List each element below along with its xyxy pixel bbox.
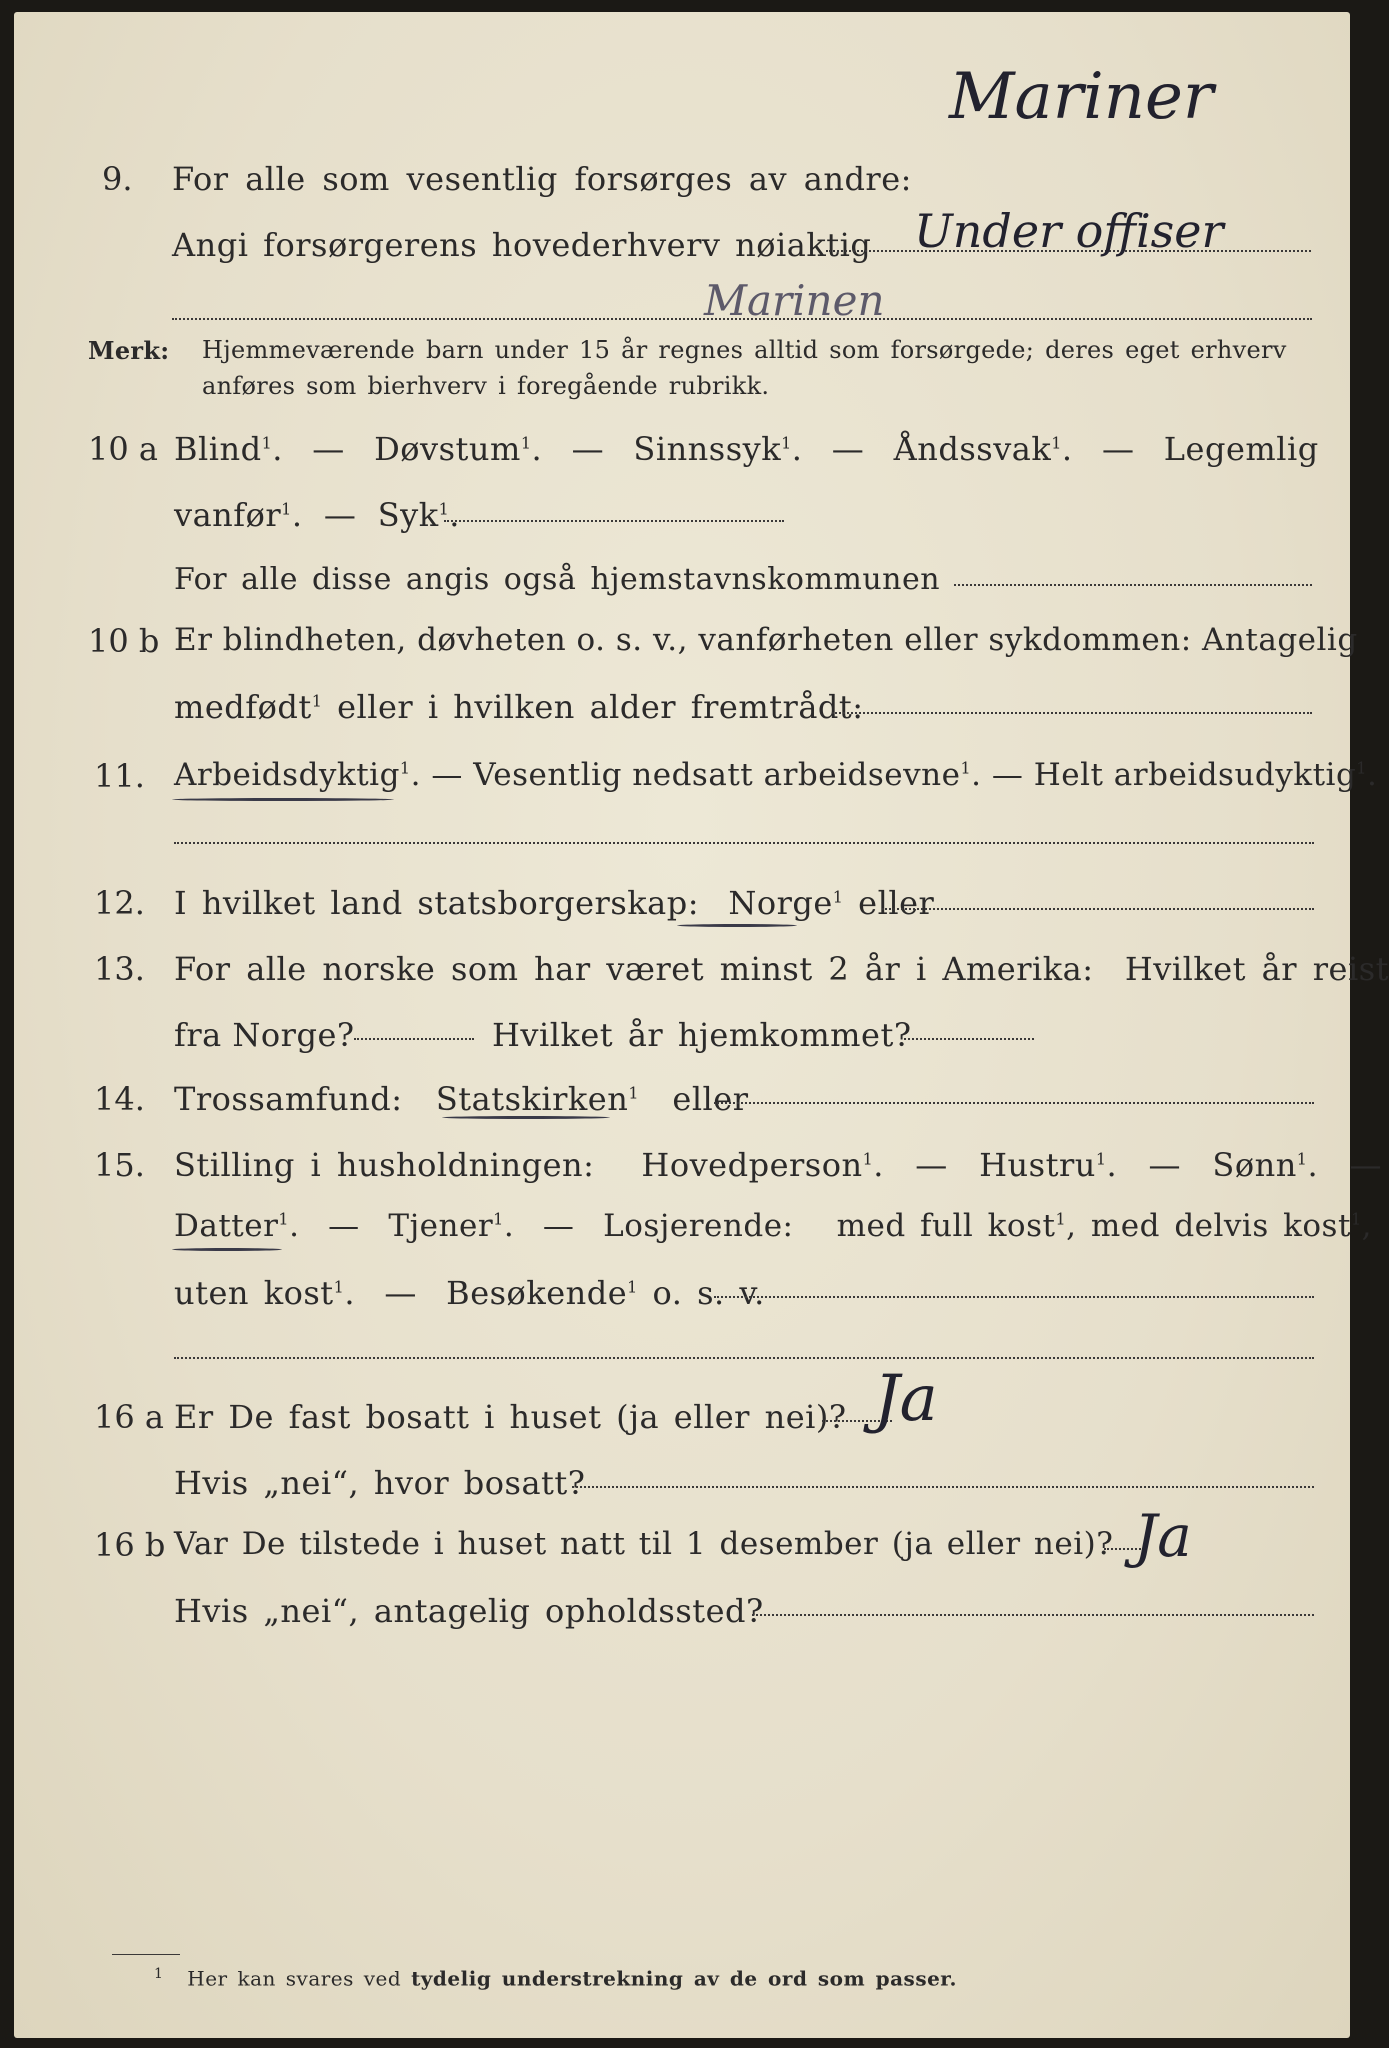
q15-answer-line1 xyxy=(714,1296,1314,1298)
option-full-kost: med full kost xyxy=(836,1208,1056,1244)
handwritten-q16b-answer: Ja xyxy=(1134,1502,1192,1570)
q10b-line1: Er blindheten, døvheten o. s. v., vanførheten eller sykdommen: Antagelig xyxy=(174,622,1358,658)
option-blind: Blind xyxy=(174,430,262,468)
q16a-number: 16 a xyxy=(94,1398,164,1436)
q10a-line3: For alle disse angis også hjemstavnskommunen xyxy=(174,562,941,597)
option-vesentlig-nedsatt: Vesentlig nedsatt arbeidsevne xyxy=(473,757,961,793)
q12-answer-line xyxy=(882,908,1314,910)
q16b-number: 16 b xyxy=(94,1526,166,1564)
q16b-line2: Hvis „nei“, antagelig opholdssted? xyxy=(174,1592,764,1630)
q16a-line2: Hvis „nei“, hvor bosatt? xyxy=(174,1464,586,1502)
merk-label: Merk: xyxy=(88,336,170,365)
q13-line1: For alle norske som har været minst 2 år i Amerika: Hvilket år reist xyxy=(174,950,1389,988)
option-syk: Syk xyxy=(377,496,439,534)
q13-hjemkommet-line xyxy=(904,1038,1034,1040)
q12-line: I hvilket land statsborgerskap: Norge$^1$ eller xyxy=(174,884,935,922)
q16b-answer-line2 xyxy=(752,1614,1314,1616)
q14-line: Trossamfund: Statskirken$^1$ eller xyxy=(174,1080,749,1118)
option-norge: Norge xyxy=(728,884,833,922)
q11-number: 11. xyxy=(94,757,145,795)
option-legemlig: Legemlig xyxy=(1163,430,1319,468)
option-besokende: Besøkende xyxy=(446,1274,628,1312)
option-datter: Datter xyxy=(174,1208,279,1244)
q10a-number: 10 a xyxy=(88,430,158,468)
option-hovedperson: Hovedperson xyxy=(641,1146,863,1184)
q16b-line1: Var De tilstede i huset natt til 1 desember (ja eller nei)? xyxy=(174,1526,1114,1562)
option-helt-arbeidsudyktig: Helt arbeidsudyktig xyxy=(1033,757,1357,793)
q9-line1: For alle som vesentlig forsørges av andre: xyxy=(172,160,912,198)
handwritten-underline-arbeidsdyktig xyxy=(172,798,394,801)
q10a-hjemstavn-line xyxy=(954,584,1312,586)
q9-line2: Angi forsørgerens hovederhverv nøiaktig xyxy=(172,226,872,264)
q10b-number: 10 b xyxy=(88,622,160,660)
handwritten-underline-datter xyxy=(172,1248,282,1251)
q13-hjemkommet: Hvilket år hjemkommet? xyxy=(492,1016,912,1054)
q13-reist-line xyxy=(354,1038,474,1040)
q15-answer-line2 xyxy=(174,1357,1314,1359)
q13-fra-norge: fra Norge? xyxy=(174,1016,355,1054)
q10b-line2: medfødt$^1$ eller i hvilken alder fremtrådt: xyxy=(174,688,864,726)
q13-number: 13. xyxy=(94,950,145,988)
q15-number: 15. xyxy=(94,1146,145,1184)
merk-line2: anføres som bierhverv i foregående rubrikk. xyxy=(202,372,770,400)
q14-answer-line xyxy=(714,1102,1314,1104)
q15-line3: uten kost$^1$. — Besøkende$^1$ o. s. v. xyxy=(174,1274,765,1312)
option-andssvak: Åndssvak xyxy=(893,430,1052,468)
q15-line2: Datter$^1$. — Tjener$^1$. — Losjerende: med full kost$^1$, med delvis kost$^1$, xyxy=(174,1208,1372,1244)
q14-number: 14. xyxy=(94,1080,145,1118)
handwritten-underline-norge xyxy=(677,924,797,927)
merk-line1: Hjemmeværende barn under 15 år regnes alltid som forsørgede; deres eget erhverv xyxy=(202,336,1287,364)
footnote-separator xyxy=(112,1954,180,1955)
option-hustru: Hustru xyxy=(979,1146,1096,1184)
q11-answer-line xyxy=(174,842,1314,844)
option-vanfor: vanfør xyxy=(174,496,282,534)
option-losjerende: Losjerende: xyxy=(603,1208,794,1244)
handwritten-occupation-top: Mariner xyxy=(949,60,1214,134)
q12-number: 12. xyxy=(94,884,145,922)
handwritten-q9-answer: Under offiser xyxy=(914,204,1224,258)
q10a-line1: Blind$^1$. — Døvstum$^1$. — Sinnssyk$^1$. — Åndssvak$^1$. — Legemlig xyxy=(174,430,1319,468)
q9-number: 9. xyxy=(102,160,133,198)
census-form-page xyxy=(14,12,1389,2038)
q10b-answer-line xyxy=(832,712,1312,714)
q16a-answer-line2 xyxy=(572,1486,1314,1488)
option-medfodt: medfødt xyxy=(174,688,312,726)
q16a-line1: Er De fast bosatt i huset (ja eller nei)? xyxy=(174,1398,847,1436)
option-uten-kost: uten kost xyxy=(174,1274,334,1312)
q10a-answer-line xyxy=(444,520,784,522)
option-statskirken: Statskirken xyxy=(435,1080,629,1118)
q11-line: Arbeidsdyktig$^1$. — Vesentlig nedsatt arbeidsevne$^1$. — Helt arbeidsudyktig$^1$. xyxy=(174,757,1378,793)
footnote: $^1$ Her kan svares ved tydelig understrekning av de ord som passer. xyxy=(154,1966,957,1991)
option-dovstum: Døvstum xyxy=(374,430,521,468)
option-sinnssyk: Sinnssyk xyxy=(633,430,782,468)
handwritten-q9-answer2: Marinen xyxy=(704,276,885,325)
option-sonn: Sønn xyxy=(1212,1146,1297,1184)
handwritten-underline-statskirken xyxy=(442,1116,610,1119)
option-tjener: Tjener xyxy=(388,1208,494,1244)
handwritten-q16a-answer: Ja xyxy=(874,1362,938,1436)
q15-line1: Stilling i husholdningen: Hovedperson$^1$. — Hustru$^1$. — Sønn$^1$. — xyxy=(174,1146,1382,1184)
option-delvis-kost: med delvis kost xyxy=(1090,1208,1351,1244)
q10a-line2: vanfør$^1$. — Syk$^1$. xyxy=(174,496,460,534)
option-arbeidsdyktig: Arbeidsdyktig xyxy=(174,757,400,793)
